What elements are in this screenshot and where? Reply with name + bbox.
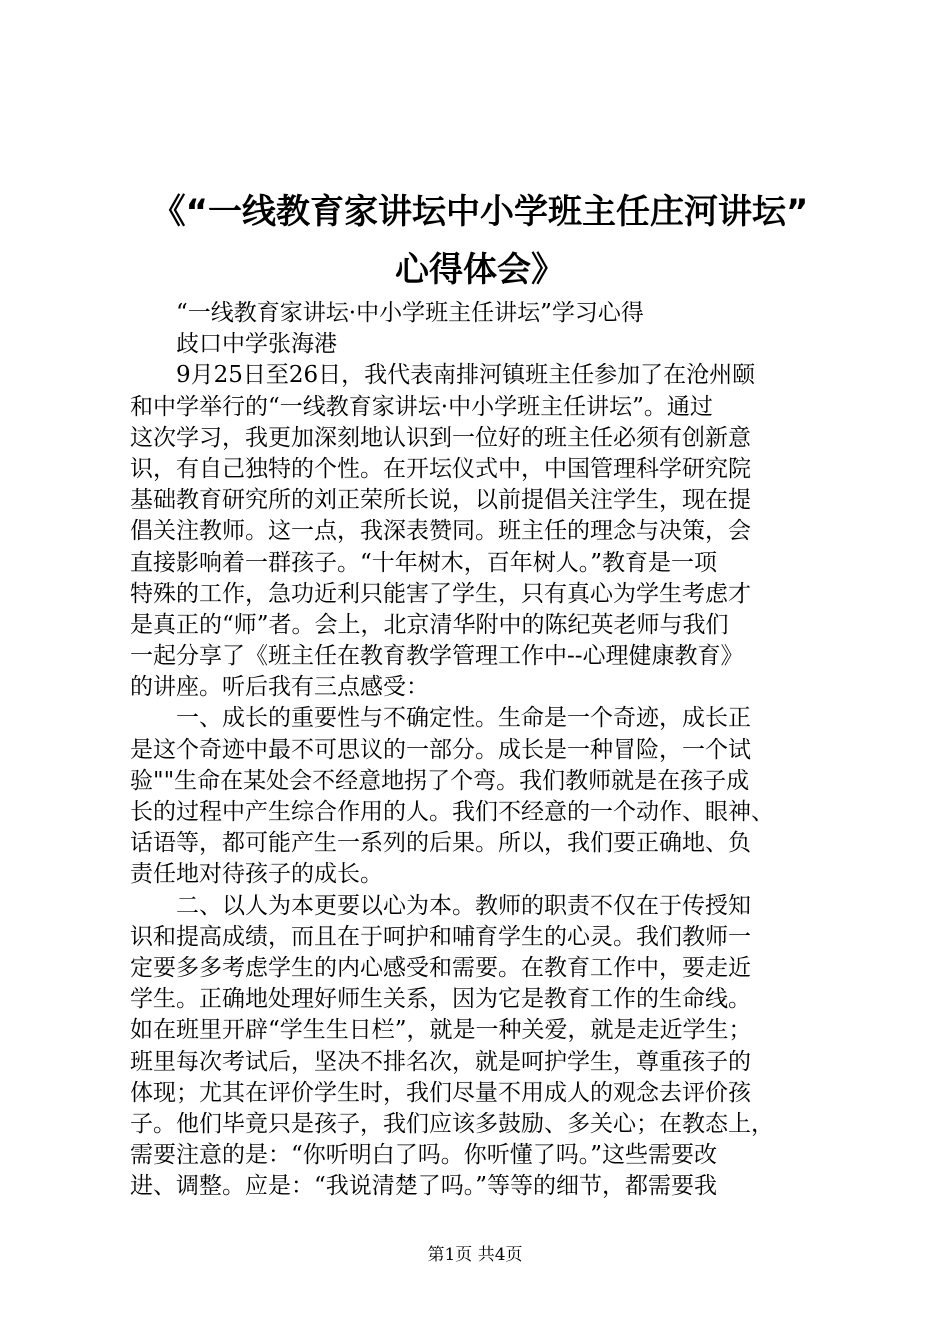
body-text-line: 需要注意的是：“你听明白了吗。你听懂了吗。”这些需要改 (130, 1142, 718, 1169)
body-text-line: 一起分享了《班主任在教育教学管理工作中--心理健康教育》 (130, 643, 744, 670)
body-text-line: 二、以人为本更要以心为本。教师的职责不仅在于传授知 (176, 892, 751, 919)
body-text-line: 进、调整。应是：“我说清楚了吗。”等等的细节，都需要我 (130, 1173, 718, 1200)
body-text-line: 一、成长的重要性与不确定性。生命是一个奇迹，成长正 (176, 705, 751, 732)
body-text-line: 和中学举行的“一线教育家讲坛·中小学班主任讲坛”。通过 (130, 393, 713, 420)
body-text-line: 基础教育研究所的刘正荣所长说，以前提倡关注学生，现在提 (130, 487, 751, 514)
document-body (130, 298, 830, 1202)
body-text-line: 班里每次考试后，坚决不排名次，就是呵护学生，尊重孩子的 (130, 1048, 751, 1075)
body-text-line: 是这个奇迹中最不可思议的一部分。成长是一种冒险，一个试 (130, 736, 751, 763)
body-text-line: 歧口中学张海港 (176, 331, 337, 358)
body-text-line: 如在班里开辟“学生生日栏”，就是一种关爱，就是走近学生； (130, 1017, 752, 1044)
body-text-line: 9月25日至26日，我代表南排河镇班主任参加了在沧州颐 (176, 362, 756, 389)
body-text-line: 识，有自己独特的个性。在开坛仪式中，中国管理科学研究院 (130, 455, 751, 482)
body-text-line: 是真正的“师”者。会上，北京清华附中的陈纪英老师与我们 (130, 611, 729, 638)
body-text-line: 话语等，都可能产生一系列的后果。所以，我们要正确地、负 (130, 830, 751, 857)
document-title-line-2: 心得体会》 (395, 250, 565, 290)
page-footer: 第1页 共4页 (427, 1245, 523, 1265)
body-text-line: 识和提高成绩，而且在于呵护和哺育学生的心灵。我们教师一 (130, 923, 751, 950)
body-text-line: 这次学习，我更加深刻地认识到一位好的班主任必须有创新意 (130, 424, 751, 451)
body-text-line: 倡关注教师。这一点，我深表赞同。班主任的理念与决策，会 (130, 518, 751, 545)
body-text-line: “一线教育家讲坛·中小学班主任讲坛”学习心得 (176, 300, 644, 326)
body-text-line: 直接影响着一群孩子。“十年树木，百年树人。”教育是一项 (130, 549, 718, 576)
body-text-line: 的讲座。听后我有三点感受： (130, 674, 429, 701)
body-text-line: 定要多多考虑学生的内心感受和需要。在教育工作中，要走近 (130, 954, 751, 981)
body-text-line: 体现；尤其在评价学生时，我们尽量不用成人的观念去评价孩 (130, 1079, 751, 1106)
body-text-line: 特殊的工作，急功近利只能害了学生，只有真心为学生考虑才 (130, 580, 751, 607)
body-text-line: 验""生命在某处会不经意地拐了个弯。我们教师就是在孩子成 (130, 767, 750, 794)
body-text-line: 子。他们毕竟只是孩子，我们应该多鼓励、多关心；在教态上， (130, 1110, 774, 1137)
document-title-line-1: 《“一线教育家讲坛中小学班主任庄河讲坛” (151, 192, 809, 232)
body-text-line: 学生。正确地处理好师生关系，因为它是教育工作的生命线。 (130, 986, 751, 1013)
body-text-line: 责任地对待孩子的成长。 (130, 861, 383, 888)
body-text-line: 长的过程中产生综合作用的人。我们不经意的一个动作、眼神、 (130, 799, 774, 825)
